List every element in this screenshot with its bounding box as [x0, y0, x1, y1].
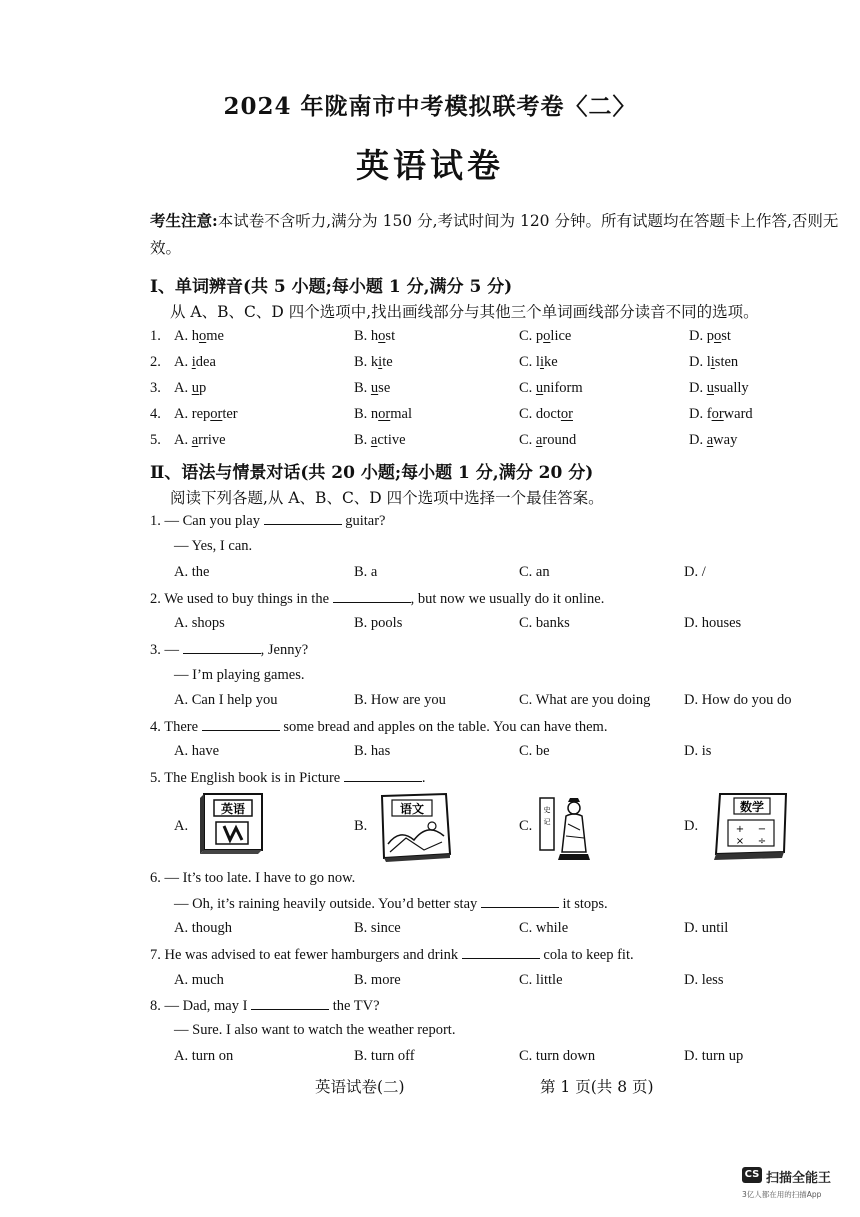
- question-number: 2.: [150, 591, 161, 607]
- option-b[interactable]: B. a: [354, 564, 378, 580]
- underlined-letters: u: [370, 380, 379, 396]
- question-text-post: cola to keep fit.: [543, 947, 634, 963]
- book-d-title: 数学: [739, 800, 765, 814]
- candidate-notice: [150, 207, 840, 262]
- question-number: 5.: [150, 770, 161, 786]
- option-d-label[interactable]: D.: [684, 818, 699, 834]
- option-letter: B.: [354, 354, 371, 370]
- option-d[interactable]: [689, 354, 738, 371]
- svg-text:−: −: [757, 824, 767, 835]
- word-part: lice: [550, 328, 572, 344]
- question-text-pre: The English book is in Picture: [164, 770, 341, 786]
- question-2: [150, 590, 604, 608]
- question-text-pre: We used to buy things in the: [164, 591, 330, 607]
- svg-text:史: 史: [543, 806, 551, 814]
- word-part: te: [382, 354, 393, 370]
- question-6: [150, 870, 355, 887]
- word-part: k: [370, 354, 379, 370]
- option-a[interactable]: A. the: [174, 564, 210, 580]
- underlined-letters: u: [191, 380, 199, 396]
- answer-blank[interactable]: [264, 512, 342, 525]
- option-c-label[interactable]: C.: [519, 818, 533, 834]
- word-part: doct: [535, 406, 561, 422]
- question-4: [150, 718, 607, 736]
- option-letter: A.: [174, 328, 192, 344]
- option-letter: C.: [519, 380, 536, 396]
- question-text-post: .: [421, 770, 426, 786]
- option-letter: D.: [689, 354, 707, 370]
- option-a[interactable]: A. much: [174, 972, 224, 988]
- word-part: ter: [222, 406, 238, 422]
- question-number: 1.: [150, 513, 161, 529]
- word-part: se: [378, 380, 391, 396]
- word-part: ctive: [377, 432, 406, 448]
- svg-text:记: 记: [543, 818, 551, 826]
- word-part: niform: [543, 380, 583, 396]
- option-c[interactable]: C. while: [519, 920, 569, 936]
- answer-blank[interactable]: [344, 769, 422, 782]
- underlined-letters: o: [543, 328, 551, 344]
- notice-label: 考生注意:: [150, 211, 218, 230]
- reply-text-post: it stops.: [562, 896, 608, 912]
- question-text-pre: — Can you play: [164, 513, 260, 529]
- option-b[interactable]: B. turn off: [354, 1048, 415, 1064]
- underlined-letters: a: [706, 432, 714, 448]
- option-d[interactable]: D. How do you do: [684, 692, 792, 708]
- word-part: round: [542, 432, 577, 448]
- notice-text: 本试卷不含听力,满分为 150 分,考试时间为 120 分钟。所有试题均在答题卡上作答,否则无效。: [150, 212, 839, 257]
- option-d[interactable]: D. less: [684, 972, 724, 988]
- option-d[interactable]: [689, 328, 731, 345]
- watermark-name: 扫描全能王: [766, 1171, 832, 1186]
- option-letter: B.: [354, 380, 371, 396]
- option-letter: A.: [174, 354, 192, 370]
- question-number: 8.: [150, 998, 161, 1014]
- question-1: [150, 512, 385, 530]
- exam-subject: 英语试卷: [356, 146, 504, 185]
- option-letter: B.: [354, 406, 371, 422]
- option-b[interactable]: [354, 380, 390, 397]
- option-b[interactable]: [354, 328, 395, 345]
- underlined-letters: i: [191, 354, 196, 370]
- option-c[interactable]: [519, 432, 576, 449]
- question-8: [150, 997, 380, 1015]
- word-part: n: [370, 406, 379, 422]
- option-letter: C.: [519, 328, 536, 344]
- svg-text:+: +: [735, 824, 745, 835]
- option-d[interactable]: D. /: [684, 564, 706, 580]
- watermark-tagline: 3亿人都在用的扫描App: [742, 1190, 822, 1199]
- underlined-letters: i: [539, 354, 544, 370]
- option-c[interactable]: C. an: [519, 564, 550, 580]
- word-part: rep: [191, 406, 211, 422]
- underlined-letters: i: [378, 354, 383, 370]
- option-letter: B.: [354, 328, 371, 344]
- option-letter: D.: [689, 432, 707, 448]
- option-c[interactable]: C. little: [519, 972, 563, 988]
- word-part: st: [721, 328, 731, 344]
- option-c[interactable]: [519, 354, 558, 371]
- question-text-pre: —: [164, 642, 179, 658]
- underlined-letters: or: [711, 406, 724, 422]
- question-text-post: some bread and apples on the table. You can have them.: [283, 719, 608, 735]
- question-number: 7.: [150, 947, 161, 963]
- question-number: 4.: [150, 406, 161, 422]
- option-a[interactable]: [174, 328, 224, 345]
- option-letter: B.: [354, 432, 371, 448]
- option-a[interactable]: [174, 432, 226, 449]
- word-part: st: [385, 328, 396, 344]
- question-text-post: guitar?: [345, 513, 386, 529]
- option-letter: D.: [689, 328, 707, 344]
- underlined-letters: a: [370, 432, 378, 448]
- option-d[interactable]: D. until: [684, 920, 729, 936]
- option-letter: C.: [519, 406, 536, 422]
- option-letter: D.: [689, 406, 707, 422]
- option-d[interactable]: [689, 432, 737, 449]
- underlined-letters: o: [198, 328, 207, 344]
- underlined-letters: u: [706, 380, 714, 396]
- question-number: 2.: [150, 354, 161, 370]
- word-part: p: [706, 328, 714, 344]
- answer-blank[interactable]: [251, 997, 329, 1010]
- option-d[interactable]: D. turn up: [684, 1048, 744, 1064]
- footer-paper-name: 英语试卷(二): [315, 1078, 405, 1096]
- question-text-post: , Jenny?: [260, 642, 309, 658]
- underlined-letters: a: [191, 432, 199, 448]
- word-part: sten: [714, 354, 739, 370]
- underlined-letters: o: [713, 328, 722, 344]
- question-text-pre: He was advised to eat fewer hamburgers and drink: [164, 947, 459, 963]
- option-b[interactable]: B. has: [354, 743, 391, 759]
- option-c[interactable]: C. turn down: [519, 1048, 596, 1064]
- question-text-pre: — Dad, may I: [164, 998, 248, 1014]
- option-c[interactable]: C. What are you doing: [519, 692, 651, 708]
- option-letter: D.: [689, 380, 707, 396]
- question-7: [150, 946, 634, 964]
- option-b[interactable]: [354, 354, 393, 371]
- option-a[interactable]: [174, 354, 216, 371]
- book-b-title: 语文: [399, 802, 425, 816]
- answer-blank[interactable]: [202, 718, 280, 731]
- option-letter: A.: [174, 406, 192, 422]
- option-a[interactable]: A. have: [174, 743, 220, 759]
- underlined-letters: or: [560, 406, 573, 422]
- word-part: p: [535, 328, 544, 344]
- option-b[interactable]: B. How are you: [354, 692, 446, 708]
- exam-title: 2024 年陇南市中考模拟联考卷〈二〉: [223, 93, 637, 120]
- word-part: me: [206, 328, 224, 344]
- answer-blank[interactable]: [481, 895, 559, 908]
- question-number: 6.: [150, 870, 161, 886]
- word-part: ward: [723, 406, 753, 422]
- question-5: [150, 769, 426, 787]
- word-part: l: [535, 354, 540, 370]
- question-1-reply: — Yes, I can.: [174, 538, 253, 554]
- option-d[interactable]: [689, 406, 753, 423]
- underlined-letters: a: [535, 432, 543, 448]
- option-d[interactable]: D. is: [684, 743, 712, 759]
- option-b[interactable]: B. pools: [354, 615, 403, 631]
- answer-blank[interactable]: [462, 946, 540, 959]
- question-text-pre: — It’s too late. I have to go now.: [164, 870, 356, 886]
- question-number: 3.: [150, 642, 161, 658]
- section2-heading: Ⅱ、语法与情景对话(共 20 小题;每小题 1 分,满分 20 分): [150, 463, 594, 483]
- option-b[interactable]: [354, 406, 412, 423]
- option-d[interactable]: D. houses: [684, 615, 742, 631]
- option-a[interactable]: [174, 380, 206, 397]
- question-8-reply: — Sure. I also want to watch the weather report.: [174, 1022, 456, 1038]
- word-part: f: [706, 406, 712, 422]
- chinese-book-picture[interactable]: [376, 792, 456, 864]
- underlined-letters: or: [378, 406, 391, 422]
- word-part: l: [706, 354, 711, 370]
- math-book-picture[interactable]: [708, 790, 792, 866]
- option-letter: C.: [519, 432, 536, 448]
- word-part: way: [713, 432, 738, 448]
- section1-instruction: 从 A、B、C、D 四个选项中,找出画线部分与其他三个单词画线部分读音不同的选项。: [170, 303, 759, 321]
- option-c[interactable]: C. banks: [519, 615, 570, 631]
- question-3: [150, 641, 308, 659]
- option-c[interactable]: [519, 380, 583, 397]
- option-a[interactable]: [174, 406, 238, 423]
- option-d[interactable]: [689, 380, 749, 397]
- option-a-label[interactable]: A.: [174, 818, 189, 834]
- underlined-letters: or: [210, 406, 223, 422]
- question-text-pre: There: [164, 719, 199, 735]
- english-book-picture[interactable]: [196, 792, 268, 862]
- option-letter: A.: [174, 380, 192, 396]
- reply-text-pre: — Oh, it’s raining heavily outside. You’d better stay: [174, 896, 478, 912]
- question-6-reply: [174, 895, 608, 913]
- word-part: sually: [713, 380, 749, 396]
- word-part: mal: [390, 406, 413, 422]
- option-a[interactable]: A. though: [174, 920, 232, 936]
- section2-instruction: 阅读下列各题,从 A、B、C、D 四个选项中选择一个最佳答案。: [170, 489, 604, 507]
- option-b[interactable]: B. since: [354, 920, 401, 936]
- svg-text:÷: ÷: [757, 836, 767, 847]
- answer-blank[interactable]: [333, 590, 411, 603]
- word-part: h: [191, 328, 199, 344]
- word-part: ke: [543, 354, 558, 370]
- camscanner-logo-icon: CS: [742, 1167, 762, 1183]
- question-text-post: , but now we usually do it online.: [410, 591, 605, 607]
- answer-blank[interactable]: [183, 641, 261, 654]
- footer-page-number: 第 1 页(共 8 页): [540, 1078, 654, 1096]
- option-c[interactable]: C. be: [519, 743, 550, 759]
- underlined-letters: i: [710, 354, 715, 370]
- option-a[interactable]: A. turn on: [174, 1048, 234, 1064]
- svg-text:×: ×: [735, 836, 745, 847]
- word-part: p: [198, 380, 207, 396]
- underlined-letters: o: [378, 328, 386, 344]
- book-a-title: 英语: [220, 802, 246, 816]
- option-a[interactable]: A. shops: [174, 615, 225, 631]
- option-letter: C.: [519, 354, 536, 370]
- option-b-label[interactable]: B.: [354, 818, 368, 834]
- question-text-post: the TV?: [332, 998, 380, 1014]
- word-part: rrive: [198, 432, 226, 448]
- option-b[interactable]: [354, 432, 406, 449]
- option-a[interactable]: A. Can I help you: [174, 692, 278, 708]
- question-number: 4.: [150, 719, 161, 735]
- option-c[interactable]: [519, 328, 571, 345]
- question-number: 3.: [150, 380, 161, 396]
- word-part: h: [370, 328, 379, 344]
- question-number: 5.: [150, 432, 161, 448]
- underlined-letters: u: [535, 380, 544, 396]
- history-book-picture[interactable]: [538, 794, 602, 866]
- question-number: 1.: [150, 328, 161, 344]
- option-b[interactable]: B. more: [354, 972, 401, 988]
- option-c[interactable]: [519, 406, 573, 423]
- word-part: dea: [195, 354, 216, 370]
- option-letter: A.: [174, 432, 192, 448]
- question-3-reply: — I’m playing games.: [174, 667, 305, 683]
- section1-heading: Ⅰ、单词辨音(共 5 小题;每小题 1 分,满分 5 分): [150, 277, 513, 297]
